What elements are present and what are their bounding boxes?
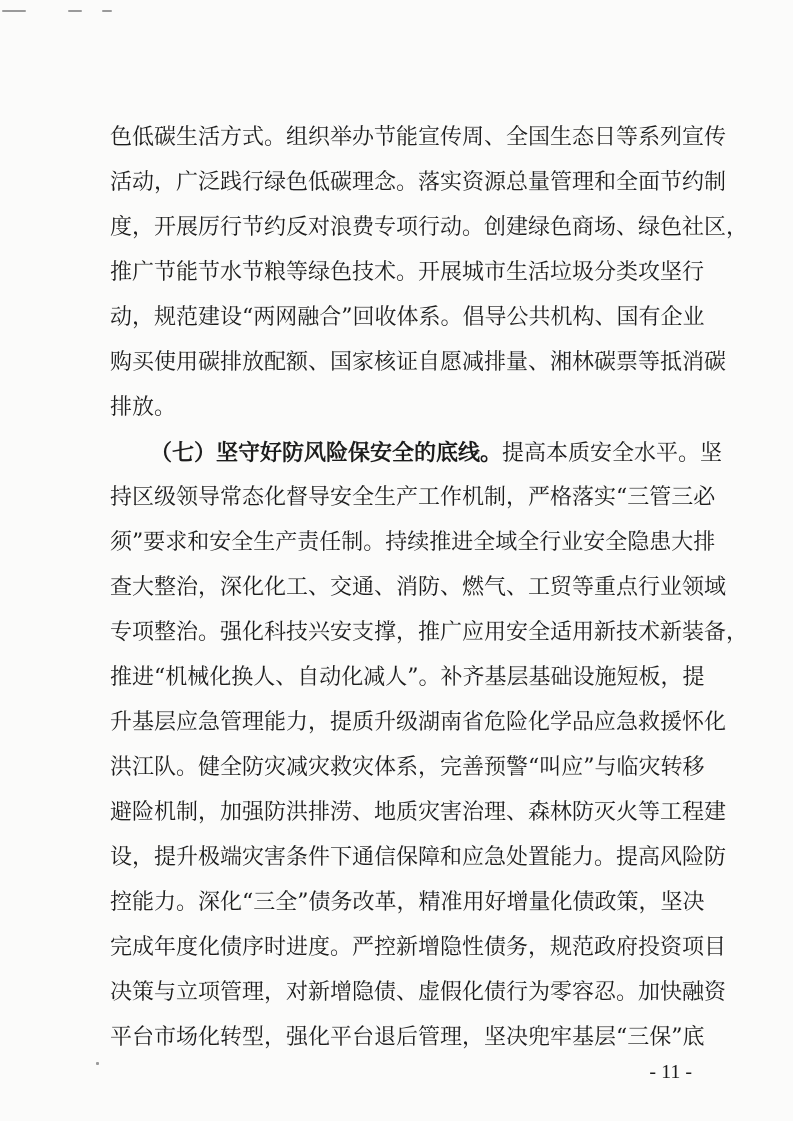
body-line: 排放。 — [110, 395, 177, 420]
body-line: 洪江队。健全防灾减灾救灾体系，完善预警“叫应”与临灾转移 — [110, 755, 705, 780]
body-line: 度，开展厉行节约反对浪费专项行动。创建绿色商场、绿色社区， — [110, 215, 749, 240]
scan-mark — [102, 10, 112, 12]
page-number: - 11 - — [649, 1061, 692, 1083]
body-line: 推广节能节水节粮等绿色技术。开展城市生活垃圾分类攻坚行 — [110, 260, 705, 285]
scan-dot — [96, 1062, 99, 1065]
body-line: 升基层应急管理能力，提质升级湖南省危险化学品应急救援怀化 — [110, 710, 727, 735]
body-line: 平台市场化转型，强化平台退后管理，坚决兜牢基层“三保”底 — [110, 1025, 705, 1050]
body-line: 推进“机械化换人、自动化减人”。补齐基层基础设施短板，提 — [110, 665, 705, 690]
body-line: 避险机制，加强防洪排涝、地质灾害治理、森林防灭火等工程建 — [110, 800, 727, 825]
scan-mark — [2, 10, 26, 12]
body-line: 色低碳生活方式。组织举办节能宣传周、全国生态日等系列宣传 — [110, 125, 727, 150]
body-line: 设，提升极端灾害条件下通信保障和应急处置能力。提高风险防 — [110, 845, 727, 870]
body-line: 专项整治。强化科技兴安支撑，推广应用安全适用新技术新装备， — [110, 620, 749, 645]
body-line: 查大整治，深化化工、交通、消防、燃气、工贸等重点行业领域 — [110, 575, 727, 600]
body-line: 完成年度化债序时进度。严控新增隐性债务，规范政府投资项目 — [110, 935, 727, 960]
scan-mark — [68, 10, 82, 12]
body-line: 活动，广泛践行绿色低碳理念。落实资源总量管理和全面节约制 — [110, 170, 727, 195]
section-heading: （七）坚守好防风险保安全的底线。 — [150, 440, 503, 466]
body-line: 购买使用碳排放配额、国家核证自愿减排量、湘林碳票等抵消碳 — [110, 350, 727, 375]
body-line: 动，规范建设“两网融合”回收体系。倡导公共机构、国有企业 — [110, 305, 705, 330]
body-line: 须”要求和安全生产责任制。持续推进全域全行业安全隐患大排 — [110, 530, 716, 555]
section-first-line-text: 提高本质安全水平。坚 — [502, 441, 723, 466]
body-line: 决策与立项管理，对新增隐债、虚假化债行为零容忍。加快融资 — [110, 980, 727, 1005]
body-line: 控能力。深化“三全”债务改革，精准用好增量化债政策，坚决 — [110, 890, 705, 915]
section-first-line — [150, 433, 723, 473]
body-line: 持区级领导常态化督导安全生产工作机制，严格落实“三管三必 — [110, 485, 716, 510]
